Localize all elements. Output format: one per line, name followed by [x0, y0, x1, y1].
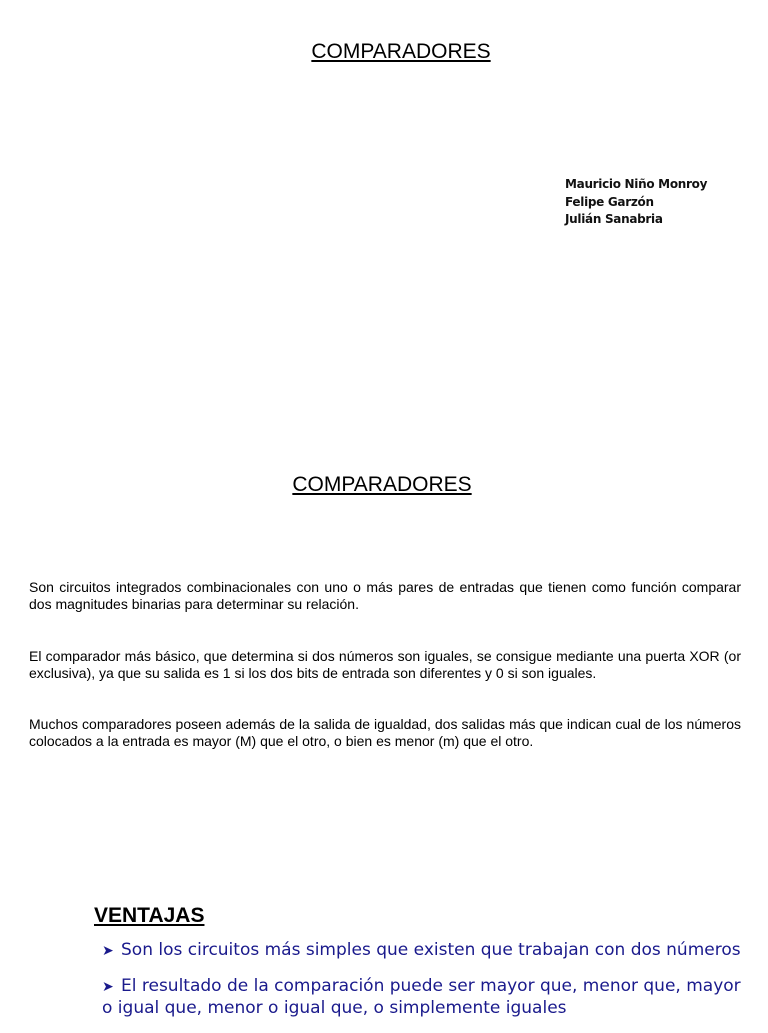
author-name: Felipe Garzón [565, 194, 654, 209]
slide-heading: VENTAJAS [94, 904, 205, 927]
paragraph-basic-comparator: El comparador más básico, que determina si dos números son iguales, se consigue mediante una puerta XOR (or exclusiva), ya que su salida es 1 si los dos bits de entrada son diferentes y 0 si son iguales. [29, 648, 741, 681]
paragraph-outputs: Muchos comparadores poseen además de la salida de igualdad, dos salidas más que indican cual de los números colocados a la entrada es mayor (M) que el otro, o bien es menor (m) que el otro. [29, 716, 741, 749]
list-item [102, 940, 742, 962]
list-item [102, 976, 742, 1019]
arrow-bullet-icon: ➤ [102, 979, 114, 995]
advantages-list [102, 940, 742, 1033]
arrow-bullet-icon: ➤ [102, 943, 114, 959]
author-name: Julián Sanabria [565, 212, 663, 226]
paragraph-definition: Son circuitos integrados combinacionales con uno o más pares de entradas que tienen como función comparar dos magnitudes binarias para determinar su relación. [29, 579, 741, 612]
author-name: Mauricio Niño Monroy [565, 177, 708, 191]
section-title: COMPARADORES [292, 473, 472, 496]
author-list [565, 176, 707, 229]
cover-title: COMPARADORES [311, 40, 491, 63]
bullet-text: El resultado de la comparación puede ser mayor que, menor que, mayor o igual que, menor o igual que, o simplemente iguales [102, 976, 741, 1018]
bullet-text: Son los circuitos más simples que existen que trabajan con dos números [121, 940, 741, 960]
